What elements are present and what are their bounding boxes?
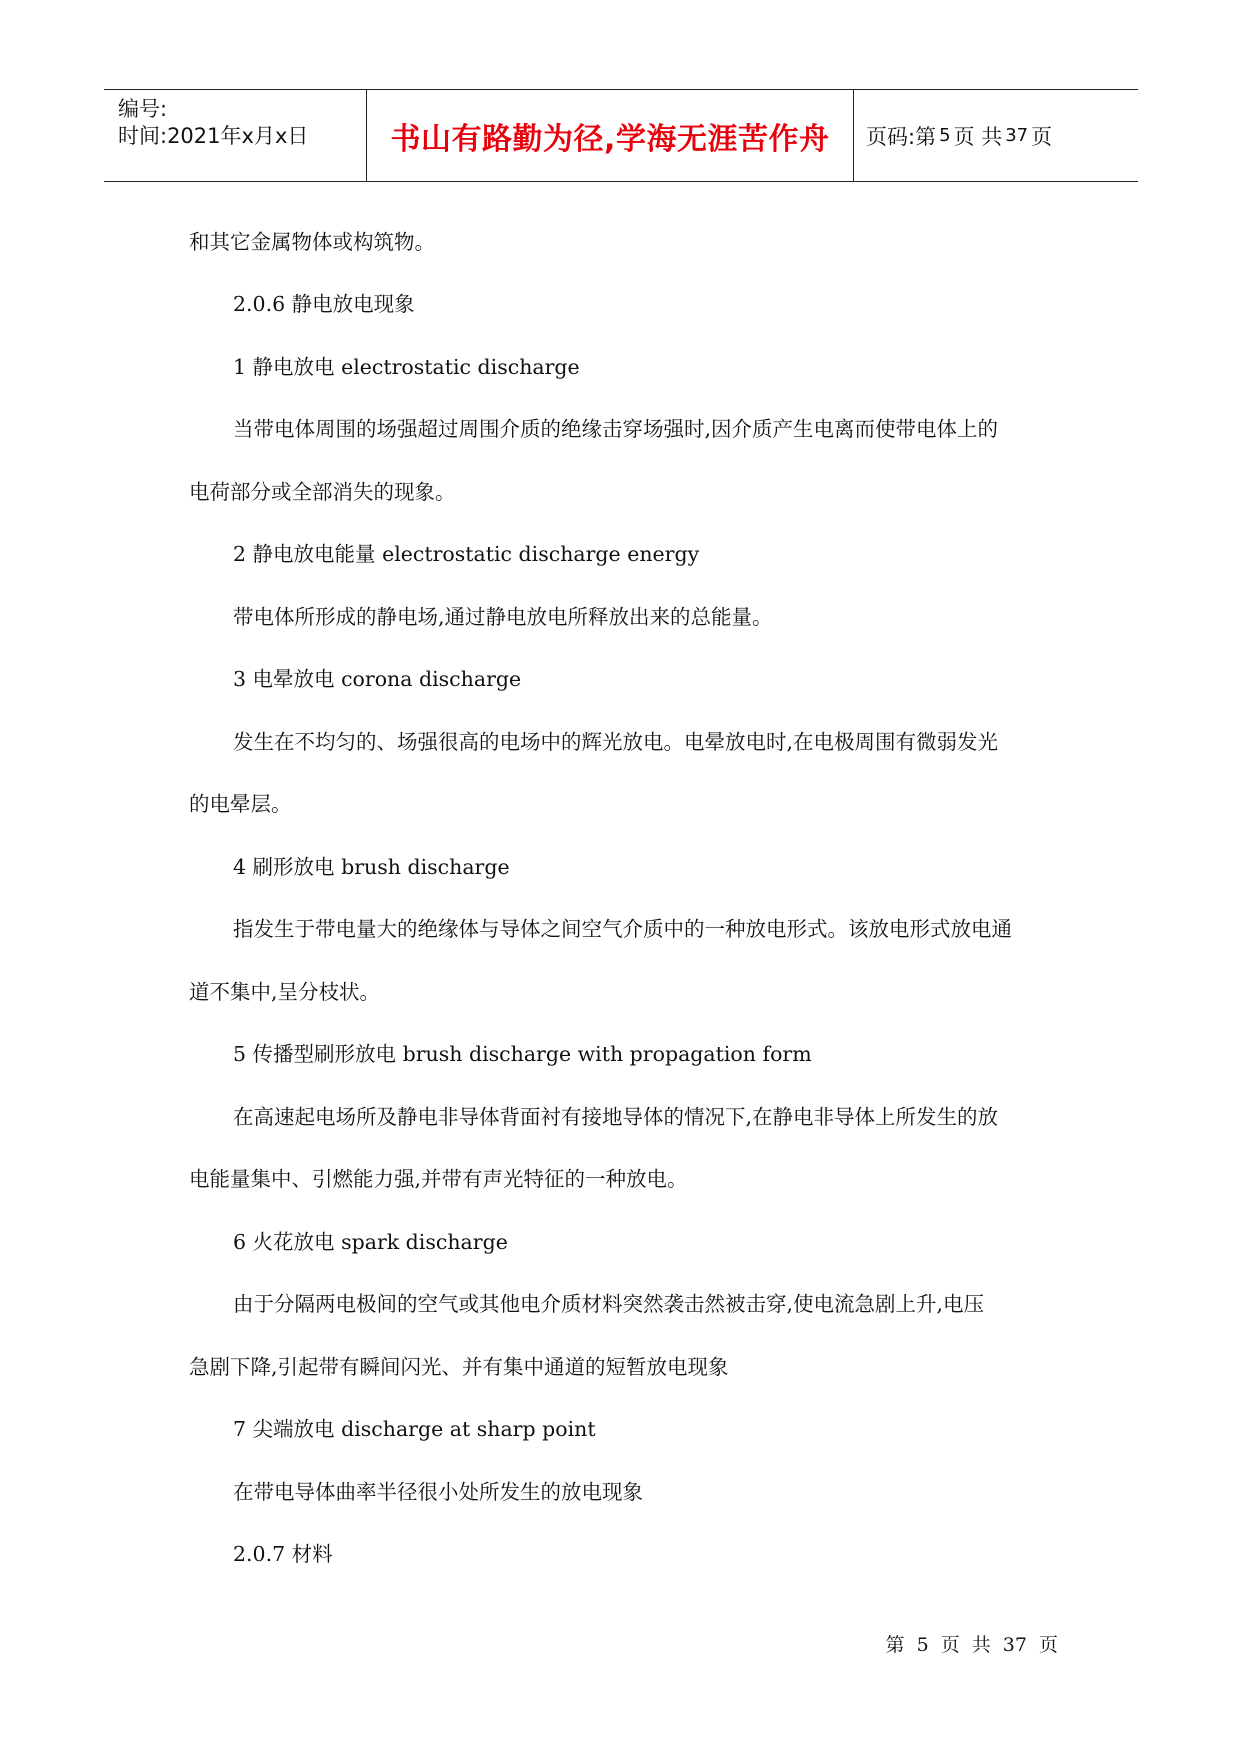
body-line: 当带电体周围的场强超过周围介质的绝缘击穿场强时,因介质产生电离而使带电体上的: [233, 417, 999, 441]
page-code-suffix: 页: [1031, 124, 1053, 149]
header-meta-cell: [104, 90, 367, 181]
body-line: 由于分隔两电极间的空气或其他电介质材料突然袭击然被击穿,使电流急剧上升,电压: [233, 1292, 985, 1316]
term-heading: 7 尖端放电 discharge at sharp point: [233, 1417, 596, 1441]
header-motto-cell: [367, 90, 854, 181]
body-line: 带电体所形成的静电场,通过静电放电所释放出来的总能量。: [233, 605, 773, 629]
page-code-label: 页码:第: [866, 124, 937, 149]
document-number-label: 编号:: [118, 97, 168, 121]
body-line: 发生在不均匀的、场强很高的电场中的辉光放电。电晕放电时,在电极周围有微弱发光: [233, 730, 999, 754]
page-footer: 第 5 页 共 37 页: [885, 1634, 1058, 1656]
body-line: 在高速起电场所及静电非导体背面衬有接地导体的情况下,在静电非导体上所发生的放: [233, 1105, 999, 1129]
section-heading: 2.0.6 静电放电现象: [233, 292, 415, 316]
body-line: 和其它金属物体或构筑物。: [189, 230, 435, 254]
page-code-current: 5: [939, 125, 951, 146]
body-line: 急剧下降,引起带有瞬间闪光、并有集中通道的短暂放电现象: [189, 1355, 729, 1379]
document-time-label: 时间:2021年x月x日: [118, 124, 309, 148]
header-page-code-cell: [854, 90, 1138, 181]
page-header: [104, 89, 1138, 182]
term-heading: 3 电晕放电 corona discharge: [233, 667, 522, 691]
body-line: 电能量集中、引燃能力强,并带有声光特征的一种放电。: [189, 1167, 688, 1191]
body-line: 电荷部分或全部消失的现象。: [189, 480, 456, 504]
body-line: 在带电导体曲率半径很小处所发生的放电现象: [233, 1480, 643, 1504]
term-heading: 1 静电放电 electrostatic discharge: [233, 355, 580, 379]
body-line: 指发生于带电量大的绝缘体与导体之间空气介质中的一种放电形式。该放电形式放电通: [233, 917, 1012, 941]
term-heading: 6 火花放电 spark discharge: [233, 1230, 508, 1254]
body-line: 道不集中,呈分枝状。: [189, 980, 381, 1004]
section-heading: 2.0.7 材料: [233, 1542, 333, 1566]
term-heading: 2 静电放电能量 electrostatic discharge energy: [233, 542, 700, 566]
body-line: 的电晕层。: [189, 792, 292, 816]
page-code-total: 37: [1005, 125, 1029, 146]
page-code-mid: 页 共: [953, 124, 1003, 149]
term-heading: 4 刷形放电 brush discharge: [233, 855, 510, 879]
header-motto: 书山有路勤为径,学海无涯苦作舟: [390, 121, 830, 157]
term-heading: 5 传播型刷形放电 brush discharge with propagation form: [233, 1042, 812, 1066]
